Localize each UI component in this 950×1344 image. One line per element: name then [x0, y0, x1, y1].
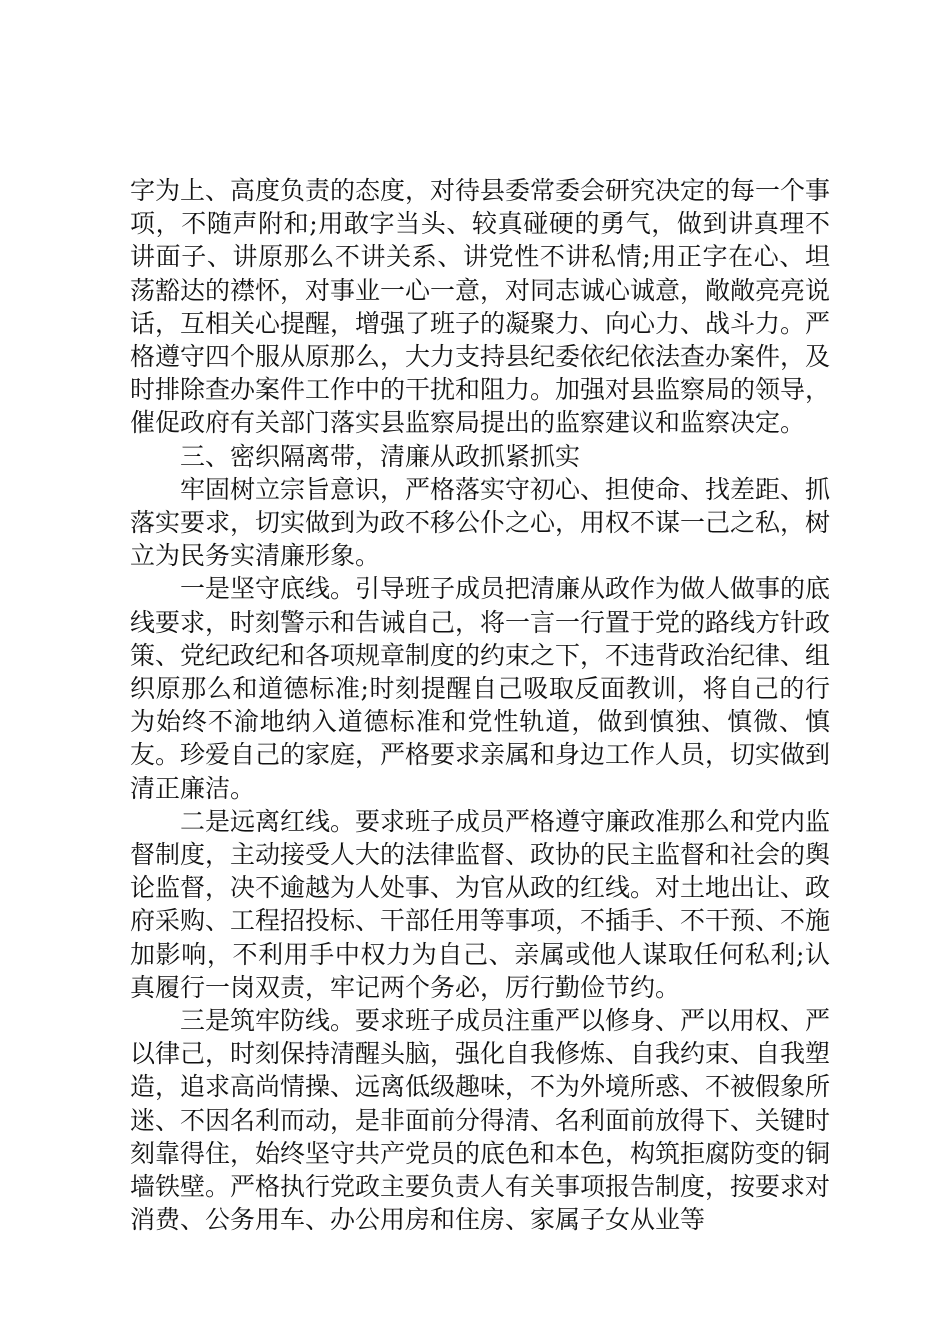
- paragraph-bottom-line: 一是坚守底线。引导班子成员把清廉从政作为做人做事的底线要求，时刻警示和告诫自己，将一言一行置于党的路线方针政策、党纪政纪和各项规章制度的约束之下，不违背政治纪律、组织原那么和道德标准;时刻提醒自己吸取反面教训，将自己的行为始终不渝地纳入道德标准和党性轨道，做到慎独、慎微、慎友。珍爱自己的家庭，严格要求亲属和身边工作人员，切实做到清正廉洁。: [130, 574, 831, 803]
- section-heading-3: 三、密织隔离带，清廉从政抓紧抓实: [180, 441, 581, 471]
- paragraph-red-line: 二是远离红线。要求班子成员严格遵守廉政准那么和党内监督制度，主动接受人大的法律监督、政协的民主监督和社会的舆论监督，决不逾越为人处事、为官从政的红线。对土地出让、政府采购、工程招投标、干部任用等事项，不插手、不干预、不施加影响，不利用手中权力为自己、亲属或他人谋取任何私利;认真履行一岗双责，牢记两个务必，厉行勤俭节约。: [130, 806, 831, 1002]
- document-page: [130, 174, 830, 1237]
- paragraph-defense-line: 三是筑牢防线。要求班子成员注重严以修身、严以用权、严以律己，时刻保持清醒头脑，强化自我修炼、自我约束、自我塑造，追求高尚情操、远离低级趣味，不为外境所惑、不被假象所迷、不因名利而动，是非面前分得清、名利面前放得下、关键时刻靠得住，始终坚守共产党员的底色和本色，构筑拒腐防变的铜墙铁壁。严格执行党政主要负责人有关事项报告制度，按要求对消费、公务用车、办公用房和住房、家属子女从业等: [130, 1006, 831, 1235]
- paragraph-continuation: 字为上、高度负责的态度，对待县委常委会研究决定的每一个事项，不随声附和;用敢字当头、较真碰硬的勇气，做到讲真理不讲面子、讲原那么不讲关系、讲党性不讲私情;用正字在心、坦荡豁达的襟怀，对事业一心一意，对同志诚心诚意，敞敞亮亮说话，互相关心提醒，增强了班子的凝聚力、向心力、战斗力。严格遵守四个服从原那么，大力支持县纪委依纪依法查办案件，及时排除查办案件工作中的干扰和阻力。加强对县监察局的领导，催促政府有关部门落实县监察局提出的监察建议和监察决定。: [130, 176, 831, 438]
- paragraph-intro: 牢固树立宗旨意识，严格落实守初心、担使命、找差距、抓落实要求，切实做到为政不移公仆之心，用权不谋一己之私，树立为民务实清廉形象。: [130, 474, 831, 571]
